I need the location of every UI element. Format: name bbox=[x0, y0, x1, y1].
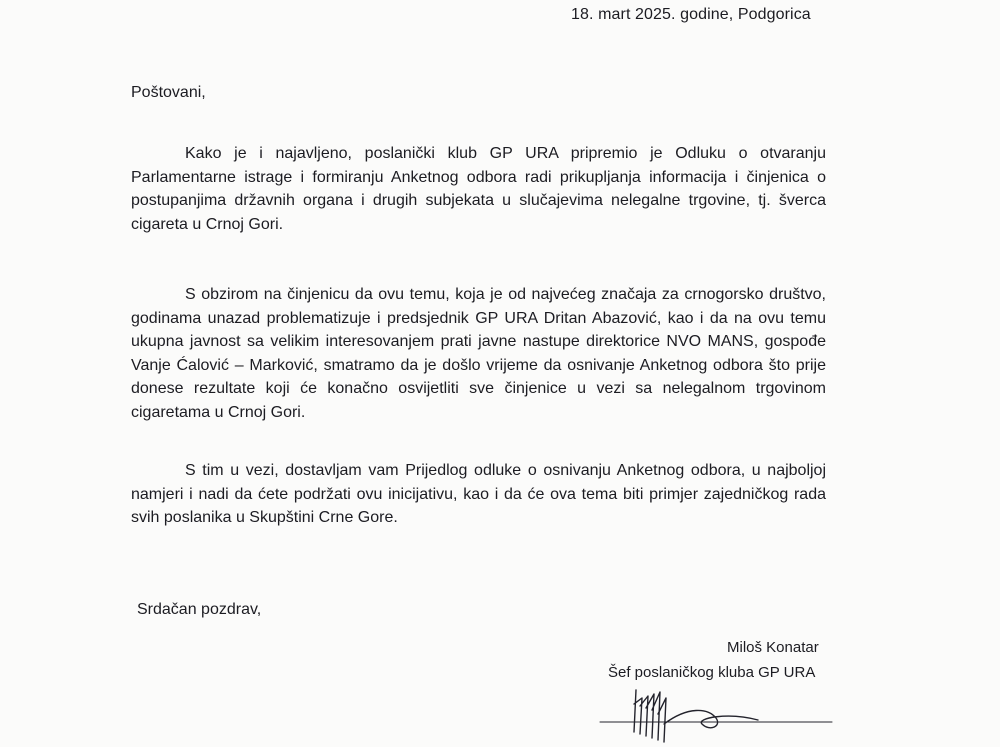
salutation: Poštovani, bbox=[131, 84, 206, 101]
date-line: 18. mart 2025. godine, Podgorica bbox=[571, 6, 811, 23]
closing-greeting: Srdačan pozdrav, bbox=[137, 601, 262, 618]
paragraph-2: S obzirom na činjenicu da ovu temu, koja je od najvećeg značaja za crnogorsko društvo, godinama unazad problematizuje i predsjednik GP URA Dritan Abazović, kao i da na ovu temu ukupna javnost sa velikim interesovanjem prati javne nastupe direktorice NVO MANS, gospođe Vanje Ćalović – Marković, smatramo da je došlo vrijeme da osnivanje Anketnog odbora što prije donese rezultate koji će konačno osvijetliti sve činjenice u vezi sa nelegalnom trgovinom cigaretama u Crnoj Gori. bbox=[131, 286, 826, 421]
signer-title: Šef poslaničkog kluba GP URA bbox=[608, 664, 816, 681]
signer-name: Miloš Konatar bbox=[727, 639, 819, 656]
paragraph-3: S tim u vezi, dostavljam vam Prijedlog odluke o osnivanju Anketnog odbora, u najboljoj namjeri i nadi da ćete podržati ovu inicijativu, kao i da će ova tema biti primjer zajedničkog rada svih poslanika u Skupštini Crne Gore. bbox=[131, 462, 826, 527]
handwritten-signature bbox=[598, 684, 834, 747]
paragraph-1: Kako je i najavljeno, poslanički klub GP URA pripremio je Odluku o otvaranju Parlamentarne istrage i formiranju Anketnog odbora radi prikupljanja informacija i činjenica o postupanjima državnih organa i drugih subjekata u slučajevima nelegalne trgovine, tj. šverca cigareta u Crnoj Gori. bbox=[131, 145, 826, 233]
